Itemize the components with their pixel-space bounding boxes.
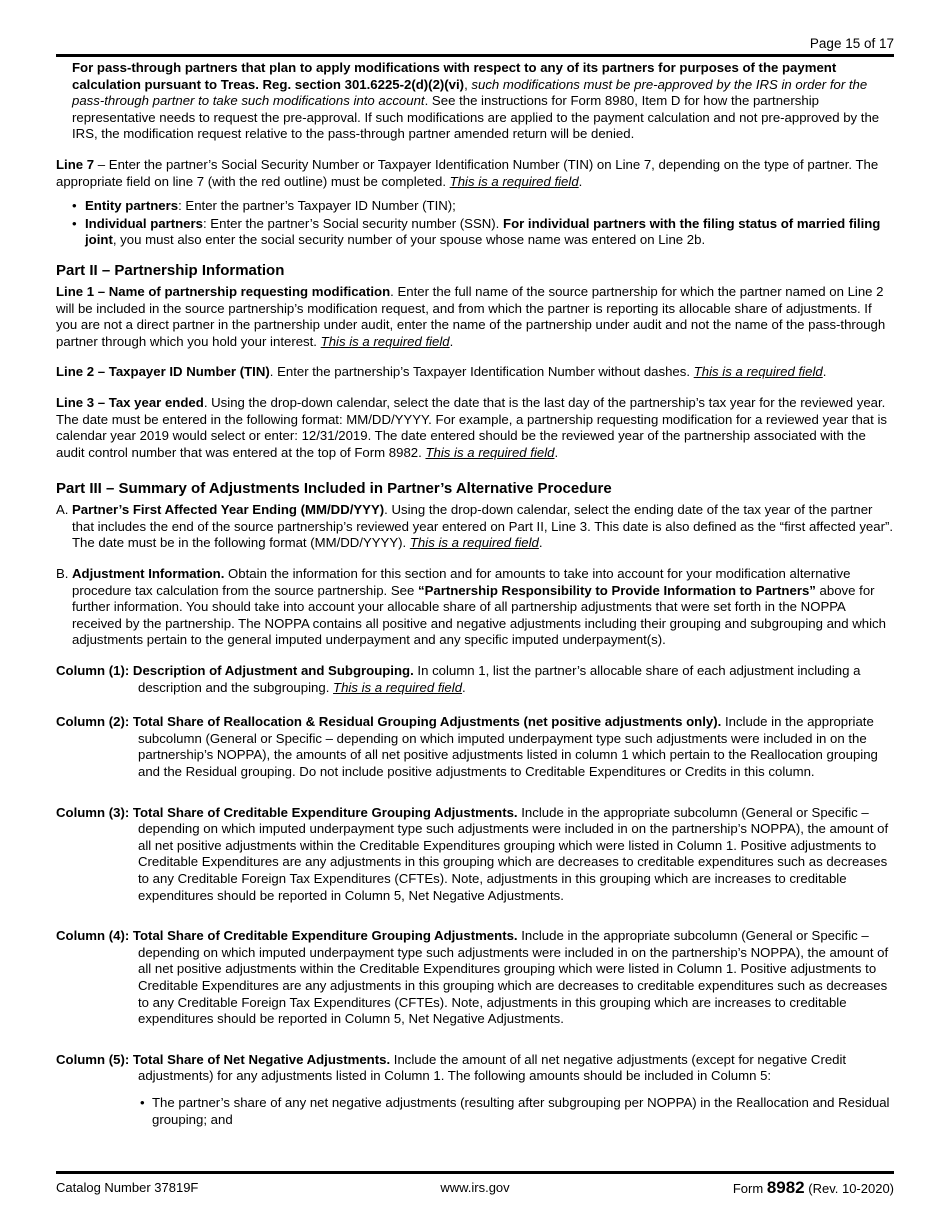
column-4-text: Include in the appropriate subcolumn (General or Specific – depending on which imputed underpayment type such adjustments were included in on the partnership’s NOPPA), the amount of all net positive adjustments within the Creditable Expenditures grouping which were listed in Column 1. Positive adjustments to Creditable Expenditures are any adjustments in this grouping which are decreases to creditable expenditures such as decreases to any Creditable Foreign Tax Expenditures (CFTEs). Note, adjustments in this grouping which are increases to creditable expenditures should be reported in Column 5, Net Negative Adjustments. <box>138 928 889 1027</box>
top-rule <box>56 54 894 57</box>
part2-line3-label: Line 3 – Tax year ended <box>56 394 204 410</box>
part2-heading: Part II – Partnership Information <box>56 261 285 279</box>
form-revision: (Rev. 10-2020) <box>804 1181 894 1196</box>
individual-partners-text: : Enter the partner’s Social security number (SSN). <box>202 215 504 231</box>
note-italic: such modifications must be pre-approved by the IRS in order for the pass-through partner to take such modifications into account <box>72 76 868 109</box>
list-item <box>56 198 894 215</box>
form-prefix: Form <box>732 1181 767 1196</box>
part2-line2-required: This is a required field <box>693 364 823 380</box>
line7-text: – Enter the partner’s Social Security Number or Taxpayer Identification Number (TIN) on Line 7, depending on the type of partner. The appropriate field on line 7 (with the red outline) must be completed. <box>56 156 879 189</box>
part2-line1-label: Line 1 – Name of partnership requesting modification <box>56 283 391 299</box>
bullet-icon: • <box>72 198 77 214</box>
column-2-text: Include in the appropriate subcolumn (General or Specific – depending on which imputed underpayment type such adjustments were included in on the partnership’s NOPPA), the amounts of all net positive adjustments listed in column 1 which pertain to the Reallocation grouping and the Residual grouping. Do not include positive adjustments to Creditable Expenditures or Credits in this column. <box>138 714 878 779</box>
part3-item-b <box>56 566 894 649</box>
individual-partners-text2: , you must also enter the social security number of your spouse whose name was entered on Line 2b. <box>112 232 706 248</box>
page-number: Page 15 of 17 <box>809 36 894 51</box>
item-b-bold2: “Partnership Responsibility to Provide Information to Partners” <box>418 582 816 598</box>
part2-line3-required: This is a required field <box>425 444 555 460</box>
column-2-label: Column (2): Total Share of Reallocation & Residual Grouping Adjustments (net positive adjustments only). <box>56 714 722 730</box>
column-1-label: Column (1): Description of Adjustment and Subgrouping. <box>56 663 414 679</box>
column-1-required: This is a required field <box>333 679 463 695</box>
note-sep: , <box>464 76 472 92</box>
item-b-text: Obtain the information for this section and for amounts to take into account for your modification alternative procedure tax calculation from the source partnership. See <box>72 566 851 598</box>
column-1-text: In column 1, list the partner’s allocable share of each adjustment including a description and the subgrouping. <box>138 663 861 695</box>
note-rest: . See the instructions for Form 8980, Item D for how the partnership representative needs to request the pre-approval. If such modifications are applied to the payment calculation and not pre-approved by the IRS, the modification request relative to the pass-through partner amended return will be denied. <box>72 93 880 142</box>
item-b-letter: B. <box>56 566 69 582</box>
item-b-text2: above for further information. You should take into account your allocable share of all partnership adjustments that were set forth in the NOPPA received by the partnership. The NOPPA contains all positive and negative adjustments including their grouping and subgrouping and which adjustments pertain to the general imputed underpayment and any specific imputed underpayment(s). <box>72 582 886 648</box>
page-content <box>56 60 894 1128</box>
note-bold: For pass-through partners that plan to apply modifications with respect to any of its partners for purposes of the payment calculation pursuant to Treas. Reg. section 301.6225-2(d)(2)(vi) <box>72 60 837 92</box>
item-a-end: . <box>538 535 543 551</box>
column-2-description <box>56 714 894 780</box>
line7-required: This is a required field <box>449 173 579 189</box>
part3-item-a <box>56 502 894 552</box>
item-a-letter: A. <box>56 502 69 518</box>
part2-line3 <box>56 395 894 461</box>
part2-line2 <box>56 364 894 381</box>
individual-partners-label: Individual partners <box>85 215 203 231</box>
part2-line1-end: . <box>449 333 454 349</box>
part2-line1 <box>56 284 894 350</box>
item-b-bold: Adjustment Information. <box>72 566 225 582</box>
individual-partners-bold2: For individual partners with the filing status of married filing joint <box>85 215 881 248</box>
footer-website: www.irs.gov <box>440 1180 510 1195</box>
line7-end: . <box>578 173 583 189</box>
column-5-bullet-text: The partner’s share of any net negative adjustments (resulting after subgrouping per NOPPA) in the Reallocation and Residual grouping; and <box>152 1094 890 1127</box>
column-3-label: Column (3): Total Share of Creditable Expenditure Grouping Adjustments. <box>56 804 518 820</box>
column-1-end: . <box>462 679 466 695</box>
column-4-description <box>56 928 894 1028</box>
entity-partners-text: : Enter the partner’s Taxpayer ID Number (TIN); <box>178 198 456 214</box>
item-a-required: This is a required field <box>409 535 539 551</box>
column-5-description <box>56 1052 894 1085</box>
bullet-icon: • <box>72 215 77 231</box>
line7-label: Line 7 <box>56 156 95 172</box>
part2-line2-label: Line 2 – Taxpayer ID Number (TIN) <box>56 364 270 380</box>
part2-line2-end: . <box>822 364 827 380</box>
column-5-label: Column (5): Total Share of Net Negative Adjustments. <box>56 1051 391 1067</box>
pass-through-note <box>56 60 894 143</box>
part2-line2-text: . Enter the partnership’s Taxpayer Identification Number without dashes. <box>269 364 694 380</box>
item-a-text: . Using the drop-down calendar, select the ending date of the tax year of the partner that includes the end of the source partnership’s reviewed year entered on Part II, Line 3. This date is also defined as the “first affected year”. The date must be in the following format (MM/DD/YYYY). <box>72 502 894 551</box>
column-3-description <box>56 805 894 905</box>
line7-paragraph <box>56 157 894 190</box>
part3-heading: Part III – Summary of Adjustments Included in Partner’s Alternative Procedure <box>56 480 612 498</box>
bullet-icon: • <box>140 1094 145 1110</box>
part2-line3-end: . <box>554 444 559 460</box>
part2-line3-text: . Using the drop-down calendar, select the date that is the last day of the partnership’s tax year for the reviewed year. The date must be entered in the following format: MM/DD/YYYY. For example, a partnership requesting modification for a reviewed year that is calendar year 2019 would select or enter: 12/31/2019. The date entered should be the reviewed year of the partnership associated with the audit control number that was entered at the top of Form 8982. <box>56 394 887 460</box>
column-1-description <box>56 663 894 696</box>
footer-form <box>733 1180 894 1198</box>
column-5-text: Include the amount of all net negative adjustments (except for negative Credit adjustments) for any adjustments listed in Column 1. The following amounts should be included in Column 5: <box>138 1051 847 1084</box>
part2-line1-required: This is a required field <box>320 333 450 349</box>
part2-line1-text: . Enter the full name of the source partnership for which the partner named on Line 2 will be included in the source partnership’s modification request, and from which the partner is reporting its allocable share of adjustments. If you are not a direct partner in the partnership under audit, enter the name of the partnership under audit and not the name of the pass-through partner through which you hold your interest. <box>56 283 886 349</box>
list-item <box>56 216 894 249</box>
column-4-label: Column (4): Total Share of Creditable Expenditure Grouping Adjustments. <box>56 928 518 944</box>
entity-partners-label: Entity partners <box>85 198 179 214</box>
footer-catalog: Catalog Number 37819F <box>56 1180 199 1195</box>
form-number: 8982 <box>766 1178 805 1197</box>
line7-bullet-list <box>56 198 894 249</box>
column-5-bullet <box>56 1095 894 1128</box>
item-a-bold: Partner’s First Affected Year Ending (MM/DD/YYY) <box>72 502 385 518</box>
column-3-text: Include in the appropriate subcolumn (General or Specific – depending on which imputed underpayment type such adjustments were included in on the partnership’s NOPPA), the amount of all net positive adjustments within the Creditable Expenditures grouping which were listed in Column 1. Positive adjustments to Creditable Expenditures are any adjustments in this grouping which are decreases to creditable expenditures such as decreases to any Creditable Foreign Tax Expenditures (CFTEs). Note, adjustments in this grouping which are increases to creditable expenditures should be reported in Column 5, Net Negative Adjustments. <box>138 804 889 903</box>
bottom-rule <box>56 1171 894 1174</box>
